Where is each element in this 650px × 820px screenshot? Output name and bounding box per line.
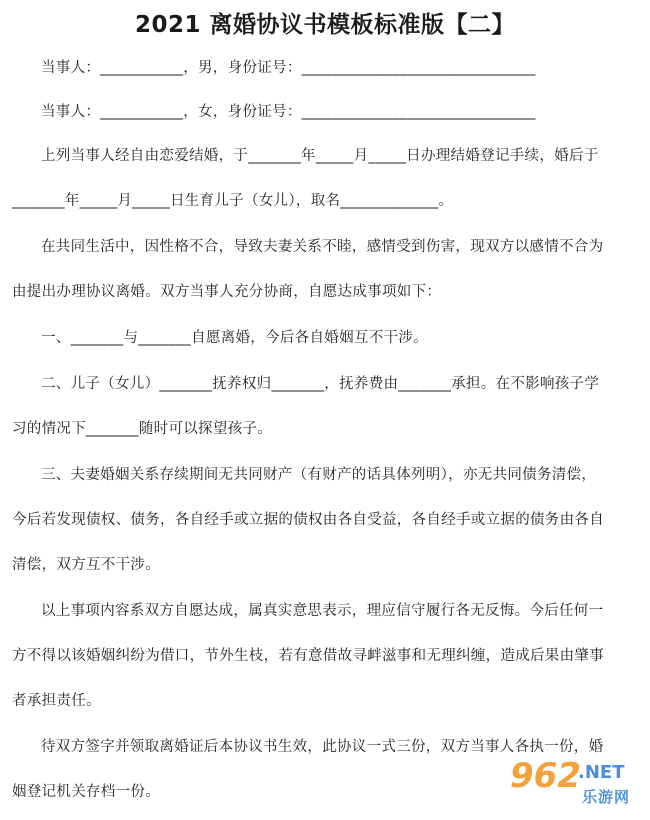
party-male-line: 当事人：___________，男，身份证号：_______________________________ — [41, 60, 536, 76]
watermark-site-name: 乐游网 — [582, 788, 631, 806]
paragraph-marriage-line: 上列当事人经自由恋爱结婚，于_______年_____月_____日办理结婚登记手续，婚后于 — [41, 148, 599, 164]
paragraph-commitment-line: 方不得以该婚姻纠纷为借口，节外生枝，若有意借故寻衅滋事和无理纠缠，造成后果由肇事 — [12, 648, 604, 664]
watermark-number: 962 — [510, 756, 581, 796]
paragraph-effect-line: 姻登记机关存档一份。 — [12, 784, 160, 800]
clause-three-line: 清偿，双方互不干涉。 — [12, 557, 160, 573]
paragraph-reason-line: 由提出办理协议离婚。双方当事人充分协商，自愿达成事项如下： — [12, 284, 442, 300]
clause-two-line: 习的情况下_______随时可以探望孩子。 — [12, 421, 273, 437]
paragraph-marriage-line: _______年_____月_____日生育儿子（女儿），取名_____________。 — [12, 193, 454, 209]
paragraph-reason-line: 在共同生活中，因性格不合，导致夫妻关系不睦，感情受到伤害，现双方以感情不合为 — [41, 239, 604, 255]
party-female-line: 当事人：___________，女，身份证号：_______________________________ — [41, 104, 536, 120]
clause-three-line: 今后若发现债权、债务，各自经手或立据的债权由各自受益，各自经手或立据的债务由各自 — [12, 512, 604, 528]
clause-three-line: 三、夫妻婚姻关系存续期间无共同财产（有财产的话具体列明），亦无共同债务清偿， — [41, 467, 597, 483]
clause-one-line: 一、_______与_______自愿离婚，今后各自婚姻互不干涉。 — [41, 330, 428, 346]
paragraph-effect-line: 待双方签字并领取离婚证后本协议书生效，此协议一式三份，双方当事人各执一份，婚 — [41, 739, 604, 755]
clause-two-line: 二、儿子（女儿）_______抚养权归_______，抚养费由_______承担。在不影响孩子学 — [41, 376, 600, 392]
watermark-domain: .NET — [578, 762, 625, 783]
document-title: 2021 离婚协议书模板标准版【二】 — [134, 12, 516, 38]
paragraph-commitment-line: 者承担责任。 — [12, 693, 101, 709]
site-watermark-logo — [502, 756, 642, 814]
paragraph-commitment-line: 以上事项内容系双方自愿达成，属真实意思表示，理应信守履行各无反悔。今后任何一 — [41, 603, 604, 619]
